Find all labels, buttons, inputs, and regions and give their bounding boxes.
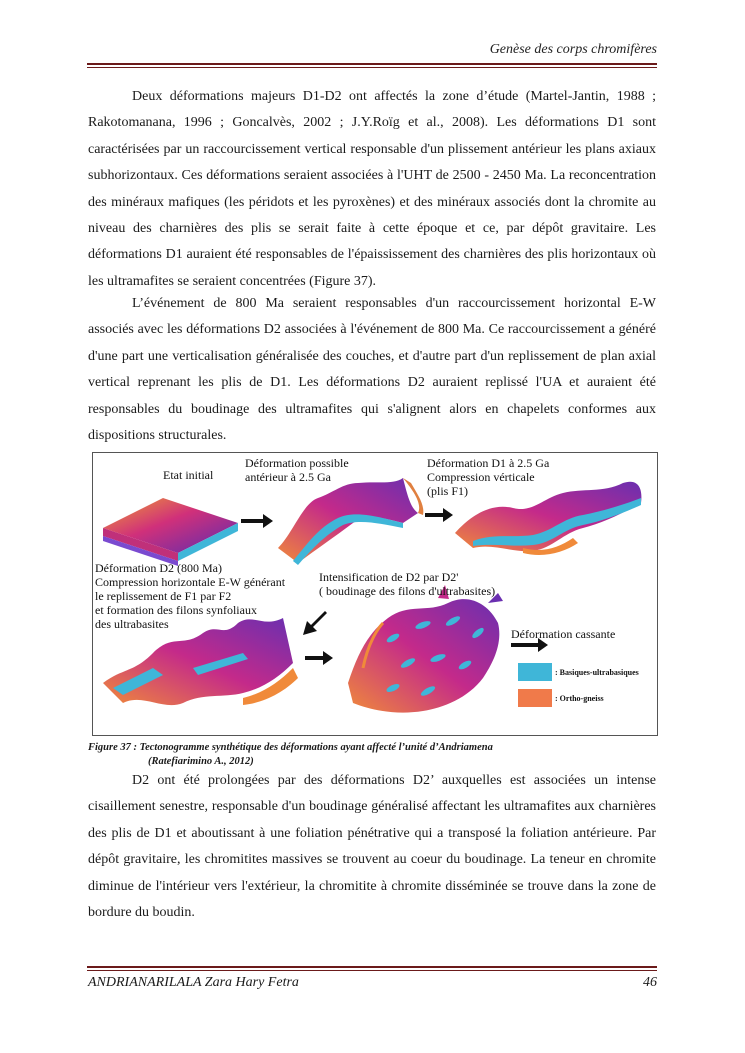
block-possible	[278, 478, 423, 565]
tectonogram-diagram	[93, 453, 657, 735]
label-d2-1: Déformation D2 (800 Ma)	[95, 561, 222, 575]
paragraph-2	[88, 291, 656, 449]
paragraph-text: D2 ont été prolongées par des déformations D2’ auxquelles est associées un intense cisaillement senestre, responsable d'un boudinage généralisé affectant les ultramafites aux charnières des plis de D1 et aboutissant à une foliation pénétrative qui a transposé la foliation antérieure. Par dépôt gravitaire, les chromitites massives se trouvent au coeur du boudinage. La teneur en chromite diminue de l'intérieur vers l'extérieur, la chromitite à chromite disséminée se trouve dans la zone de bordure du boudin.	[88, 773, 656, 921]
block-d1	[455, 482, 641, 555]
legend-swatch-ortho	[518, 689, 552, 707]
arrow-right-icon	[241, 514, 273, 528]
label-possible-2: antérieur à 2.5 Ga	[245, 470, 331, 484]
arrow-down-left-icon	[303, 611, 327, 635]
legend	[518, 663, 639, 707]
legend-swatch-basiques	[518, 663, 552, 681]
figure-caption	[88, 741, 656, 769]
running-title: Genèse des corps chromifères	[489, 42, 657, 57]
label-d2-5: des ultrabasites	[95, 617, 169, 631]
paragraph-text: Deux déformations majeurs D1-D2 ont affectés la zone d’étude (Martel-Jantin, 1988 ; Rakotomanana, 1996 ; Goncalvès, 2002 ; J.Y.Roïg et al., 2008). Les déformations D1 sont caractérisées par un raccourcissement vertical responsable d'un plissement antérieur les plans axiaux subhorizontaux. Ces déformations seraient associées à l'UHT de 2500 - 2450 Ma. La reconcentration des minéraux mafiques (les péridots et les pyroxènes) et des minéraux associés dont la chromite au niveau des charnières des plis se serait faite à cette époque et ce, par dépôt gravitaire. Les déformations D1 auraient été responsables de l'épaississement des charnières des plis horizontaux où les ultramafites se seraient concentrées (Figure 37).	[88, 89, 656, 289]
label-d1-3: (plis F1)	[427, 484, 469, 498]
label-d1-1: Déformation D1 à 2.5 Ga	[427, 456, 550, 470]
legend-label-basiques: : Basiques-ultrabasiques	[555, 668, 639, 677]
label-d2-2: Compression horizontale E-W générant	[95, 575, 286, 589]
label-possible-1: Déformation possible	[245, 456, 349, 470]
block-boudinage	[348, 585, 503, 713]
figure-37	[92, 452, 658, 736]
label-cassante: Déformation cassante	[511, 627, 616, 641]
label-d1-2: Compression vérticale	[427, 470, 535, 484]
footer-author: ANDRIANARILALA Zara Hary Fetra	[88, 975, 299, 990]
label-intensification-2: ( boudinage des filons d'ultrabasites)	[319, 584, 496, 598]
label-d2-3: le replissement de F1 par F2	[95, 589, 232, 603]
label-intensification-1: Intensification de D2 par D2'	[319, 570, 459, 584]
caption-source: (Ratefiarimino A., 2012)	[148, 756, 254, 767]
caption-main: Figure 37 : Tectonogramme synthétique des déformations ayant affecté l’unité d’Andriamena	[88, 742, 493, 753]
paragraph-text: L’événement de 800 Ma seraient responsables d'un raccourcissement horizontal E-W associés avec les déformations D2 associées à l'événement de 800 Ma. Ce raccourcissement a généré d'une part une verticalisation généralisée des couches, et d'autre part d'un replissement de plan axial vertical reprenant les plis de D1. Les déformations D2 auraient replissé l'UA et auraient été responsables du boudinage des ultramafites qui s'alignent alors en chapelets conformes aux dispositions structurales.	[88, 296, 656, 444]
header-rule	[87, 63, 657, 65]
header-rule-thin	[87, 67, 657, 68]
arrow-right-icon	[305, 651, 333, 665]
legend-label-ortho: : Ortho-gneiss	[555, 694, 604, 703]
paragraph-3	[88, 768, 656, 926]
block-d2	[103, 618, 298, 705]
block-initial	[103, 498, 238, 566]
footer-rule-thin	[87, 970, 657, 971]
page-number: 46	[643, 975, 657, 990]
arrow-right-icon	[425, 508, 453, 522]
footer-rule	[87, 966, 657, 968]
label-d2-4: et formation des filons synfoliaux	[95, 603, 257, 617]
label-initial: Etat initial	[163, 468, 214, 482]
paragraph-1	[88, 84, 656, 295]
